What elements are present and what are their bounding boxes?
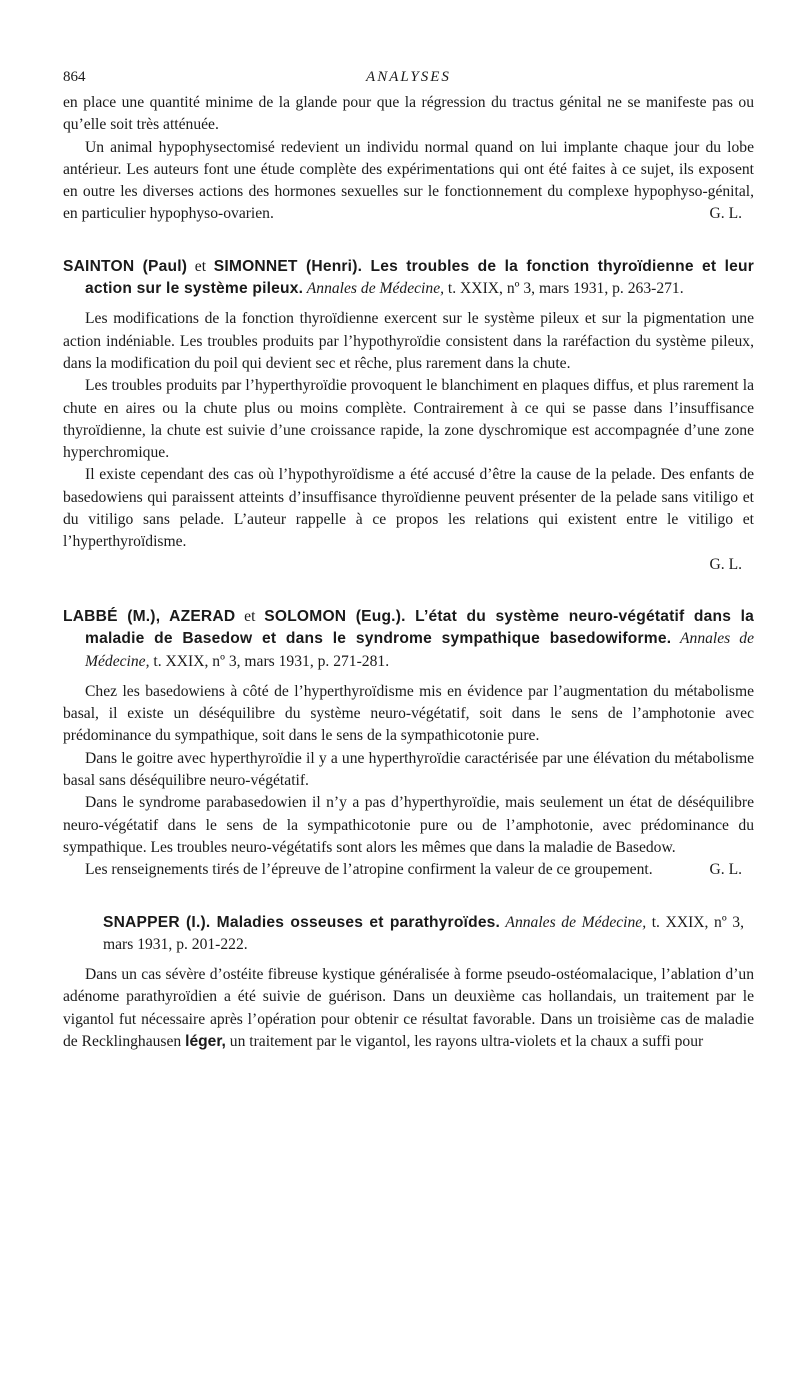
- entry-heading: [63, 606, 754, 673]
- section-title: ANALYSES: [366, 69, 451, 85]
- entry-title: L’état du système neuro-végétatif dans la maladie de Basedow et dans le syndrome sympathique basedowiforme.: [85, 607, 754, 648]
- intro-paragraph: [63, 137, 754, 226]
- entry-heading: [63, 912, 754, 957]
- entry-paragraph: Les troubles produits par l’hyperthyroïdie provoquent le blanchiment en plaques diffus, et plus rarement la chute en aires ou la chute plus ou moins complète. Contrairement à ce qui se passe dans l’insuffisance thyroïdienne, la chute est suivie d’une croissance rapide, la zone dyschromique est accompagnée d’une zone hyperchromique.: [63, 377, 754, 462]
- entry-paragraph: Les modifications de la fonction thyroïdienne exercent sur le système pileux et sur la pigmentation une action indéniable. Les troubles produits par l’hypothyroïdie consistent dans la raréfaction du système pileux, dans la modification du poil qui devient sec et rêche, plus rarement dans la chute.: [63, 310, 754, 372]
- entry-paragraph-text: Les renseignements tirés de l’épreuve de l’atropine confirment la valeur de ce groupement.: [85, 861, 653, 879]
- entry-authors: SOLOMON (Eug.).: [264, 607, 406, 625]
- entry-title: Maladies osseuses et parathyroïdes.: [210, 913, 501, 931]
- page-number: 864: [63, 69, 86, 85]
- running-head: [63, 66, 754, 86]
- entry-heading: [63, 256, 754, 301]
- entry-paragraph-text: un traitement par le vigantol, les rayons ultra-violets et la chaux a suffi pour: [225, 1032, 704, 1050]
- entry-authors: SIMONNET (Henri).: [213, 257, 363, 275]
- signature: G. L.: [709, 205, 742, 223]
- entry-journal: Annales de Médecine,: [303, 280, 445, 298]
- entry-paragraph: Dans le goitre avec hyperthyroïdie il y a une hyperthyroïdie caractérisée par une élévation du métabolisme basal sans déséquilibre neuro-végétatif.: [63, 749, 754, 790]
- entry-paragraph: Dans le syndrome parabasedowien il n’y a pas d’hyperthyroïdie, mais seulement un état de déséquilibre neuro-végétatif dans le sens de la sympathicotonie pure ou de l’amphotonie, avec prédominance du sympathique. Les troubles neuro-végétatifs sont alors les mêmes que dans la maladie de Basedow.: [63, 794, 754, 856]
- entry-paragraph: [63, 859, 754, 881]
- entry-authors: SNAPPER (I.).: [103, 913, 211, 931]
- entry-paragraph: [63, 964, 754, 1053]
- entry-conjunction: et: [187, 257, 214, 275]
- page-body: [63, 92, 754, 1053]
- entry-paragraph-text: Dans un cas sévère d’ostéite fibreuse kystique généralisée à forme pseudo-ostéomalacique, l’ablation d’un adénome parathyroïdien a été suivie de guérison. Dans un deuxième cas hollandais, un traitement par le vigantol fut nécessaire après l’opération pour obtenir ce résultat favorable. Dans un troisième cas de maladie de Recklinghausen: [63, 966, 754, 1050]
- entry-citation: t. XXIX, nº 3, mars 1931, p. 263-271.: [444, 280, 684, 298]
- entry-citation: t. XXIX, nº 3, mars 1931, p. 201-222.: [103, 913, 744, 953]
- entry-authors: SAINTON (Paul): [63, 257, 188, 275]
- entry-paragraph: Chez les basedowiens à côté de l’hyperthyroïdisme mis en évidence par l’augmentation du métabolisme basal, il existe un déséquilibre du système neuro-végétatif, soit dans le sens de l’amphotonie avec prédominance du sympathique, soit dans le sens de la sympathicotonie pure.: [63, 682, 754, 745]
- entry-authors: LABBÉ (M.), AZERAD: [63, 607, 236, 625]
- entry-citation: t. XXIX, nº 3, mars 1931, p. 271-281.: [149, 652, 390, 670]
- entry-bold-word: léger,: [185, 1032, 226, 1050]
- entry-conjunction: et: [235, 607, 265, 625]
- signature: G. L.: [709, 861, 742, 879]
- entry-paragraph: Il existe cependant des cas où l’hypothyroïdisme a été accusé d’être la cause de la pelade. Des enfants de basedowiens qui paraissent atteints d’insuffisance thyroïdienne peuvent présenter de la pelade sans vitiligo et du vitiligo sans pelade. L’auteur rappelle à ce propos les relations qui existent entre le vitiligo et l’hyperthyroïdisme.: [63, 466, 754, 551]
- entry-journal: Annales de Médecine,: [500, 913, 647, 931]
- entry-title: Les troubles de la fonction thyroïdienne et leur action sur le système pileux.: [85, 257, 754, 298]
- intro-text: Un animal hypophysectomisé redevient un individu normal quand on lui implante chaque jour du lobe antérieur. Les auteurs font une étude complète des expérimentations qui ont été faites à ce sujet, ils exposent en outre les diverses actions des hormones sexuelles sur le fonctionnement du complexe hypophyso-génital, en particulier hypophyso-ovarien.: [63, 138, 754, 223]
- entry-journal: Annales de Médecine,: [85, 630, 754, 670]
- intro-paragraph: en place une quantité minime de la glande pour que la régression du tractus génital ne se manifeste pas ou qu’elle soit très atténuée.: [63, 94, 754, 134]
- signature: G. L.: [709, 555, 742, 573]
